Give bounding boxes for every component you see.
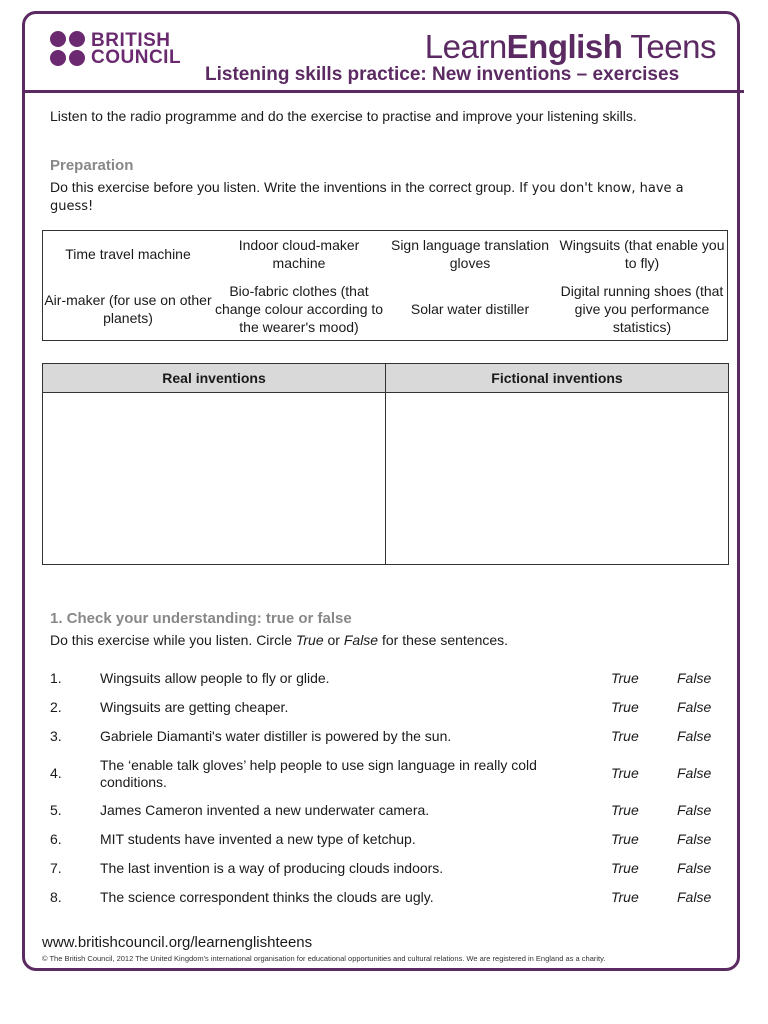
footer-url-link[interactable]: www.britishcouncil.org/learnenglishteens xyxy=(42,934,313,951)
invention-item: Time travel machine xyxy=(65,246,191,262)
section1-instruction: Do this exercise while you listen. Circle True or False for these sentences. xyxy=(50,632,509,648)
invention-item: Wingsuits (that enable you to fly) xyxy=(559,237,725,271)
logo-dots-icon xyxy=(50,31,85,66)
true-option[interactable]: True xyxy=(611,765,639,781)
page-title: Listening skills practice: New inventions – exercises xyxy=(205,64,680,85)
sorting-table xyxy=(42,363,729,565)
false-option[interactable]: False xyxy=(677,699,712,715)
false-option[interactable]: False xyxy=(677,765,712,781)
false-option[interactable]: False xyxy=(677,802,712,818)
invention-item: Indoor cloud-maker machine xyxy=(238,237,360,271)
false-option[interactable]: False xyxy=(677,860,712,876)
true-option[interactable]: True xyxy=(611,889,639,905)
logo-text: BRITISH COUNCIL xyxy=(91,29,182,68)
true-option[interactable]: True xyxy=(611,699,639,715)
true-option[interactable]: True xyxy=(611,802,639,818)
section1-heading: 1. Check your understanding: true or false xyxy=(50,610,352,627)
inventions-word-box xyxy=(42,230,728,341)
fictional-inventions-answer-area[interactable] xyxy=(386,393,728,564)
fictional-inventions-header: Fictional inventions xyxy=(386,364,728,393)
true-option[interactable]: True xyxy=(611,860,639,876)
invention-item: Solar water distiller xyxy=(410,301,530,317)
british-council-logo[interactable] xyxy=(50,31,181,66)
false-option[interactable]: False xyxy=(677,728,712,744)
invention-item: Sign language translation gloves xyxy=(390,237,549,271)
invention-item: Digital running shoes (that give you performance statistics) xyxy=(560,283,724,335)
true-option[interactable]: True xyxy=(611,670,639,686)
preparation-heading: Preparation xyxy=(50,157,134,174)
real-inventions-column xyxy=(43,364,385,564)
true-option[interactable]: True xyxy=(611,728,639,744)
learnenglish-teens-brand[interactable]: LearnEnglish Teens xyxy=(424,28,716,65)
invention-item: Bio-fabric clothes (that change colour according to the wearer's mood) xyxy=(214,283,384,335)
false-option[interactable]: False xyxy=(677,889,712,905)
invention-item: Air-maker (for use on other planets) xyxy=(44,292,212,326)
header-divider xyxy=(22,90,744,93)
true-option[interactable]: True xyxy=(611,831,639,847)
footer-copyright: © The British Council, 2012 The United Kingdom's international organisation for educational opportunities and cultural relations. We are registered in England as a charity. xyxy=(42,954,606,963)
fictional-inventions-column xyxy=(385,364,728,564)
intro-text: Listen to the radio programme and do the exercise to practise and improve your listening skills. xyxy=(50,108,637,124)
false-option[interactable]: False xyxy=(677,670,712,686)
preparation-instruction: Do this exercise before you listen. Write the inventions in the correct group. If you don't know, have a guess! xyxy=(50,179,684,214)
real-inventions-header: Real inventions xyxy=(43,364,385,393)
false-option[interactable]: False xyxy=(677,831,712,847)
real-inventions-answer-area[interactable] xyxy=(43,393,385,564)
